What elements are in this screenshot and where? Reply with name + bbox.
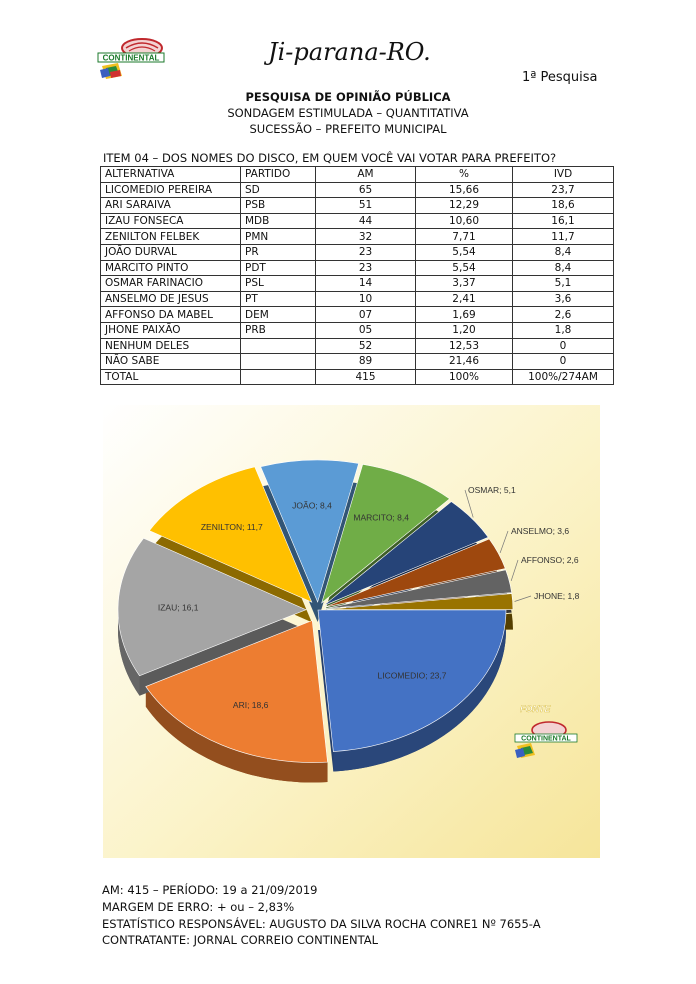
table-row	[101, 276, 614, 292]
chart-logo-text: CONTINENTAL	[521, 735, 571, 743]
table-cell: 65	[316, 182, 416, 198]
table-cell: 1,69	[416, 307, 513, 323]
table-cell: IZAU FONSECA	[101, 213, 241, 229]
table-cell: ZENILTON FELBEK	[101, 229, 241, 245]
survey-title: PESQUISA DE OPINIÃO PÚBLICA	[245, 90, 451, 104]
table-cell: 23,7	[513, 182, 614, 198]
table-cell: 23	[316, 260, 416, 276]
table-cell: TOTAL	[101, 369, 241, 385]
table-cell	[241, 354, 316, 370]
pie-data-label: LICOMEDIO; 23,7	[377, 670, 447, 681]
table-row	[101, 182, 614, 198]
continental-logo	[96, 36, 166, 80]
table-cell: PT	[241, 291, 316, 307]
question-text: ITEM 04 – DOS NOMES DO DISCO, EM QUEM VOCÊ VAI VOTAR PARA PREFEITO?	[103, 151, 557, 165]
table-cell: NENHUM DELES	[101, 338, 241, 354]
table-cell: 8,4	[513, 260, 614, 276]
table-cell: 11,7	[513, 229, 614, 245]
table-cell: ANSELMO DE JESUS	[101, 291, 241, 307]
footer-margin-error: MARGEM DE ERRO: + ou – 2,83%	[102, 900, 295, 914]
table-cell: 0	[513, 338, 614, 354]
table-cell: 23	[316, 244, 416, 260]
table-cell: 100%	[416, 369, 513, 385]
pie-data-label: AFFONSO; 2,6	[521, 555, 579, 565]
edition-label: 1ª Pesquisa	[522, 70, 598, 85]
table-cell: 3,37	[416, 276, 513, 292]
table-cell: 5,1	[513, 276, 614, 292]
table-cell: 32	[316, 229, 416, 245]
table-cell: JHONE PAIXÃO	[101, 322, 241, 338]
table-cell: 1,20	[416, 322, 513, 338]
table-cell: PMN	[241, 229, 316, 245]
table-row	[101, 213, 614, 229]
table-cell: AFFONSO DA MABEL	[101, 307, 241, 323]
footer-contractor: CONTRATANTE: JORNAL CORREIO CONTINENTAL	[102, 933, 378, 947]
table-cell: DEM	[241, 307, 316, 323]
table-cell: NÃO SABE	[101, 354, 241, 370]
table-header-cell: AM	[316, 167, 416, 183]
table-cell	[241, 369, 316, 385]
table-cell: 21,46	[416, 354, 513, 370]
table-cell: 52	[316, 338, 416, 354]
table-cell: MDB	[241, 213, 316, 229]
table-cell: PRB	[241, 322, 316, 338]
survey-subtitle-2: SUCESSÃO – PREFEITO MUNICIPAL	[249, 122, 447, 136]
table-cell: OSMAR FARINACIO	[101, 276, 241, 292]
table-cell: 14	[316, 276, 416, 292]
table-cell: SD	[241, 182, 316, 198]
table-cell: 10	[316, 291, 416, 307]
table-row	[101, 369, 614, 385]
pie-data-label: ARI; 18,6	[232, 700, 269, 711]
table-cell: ARI SARAIVA	[101, 198, 241, 214]
table-cell: 5,54	[416, 244, 513, 260]
table-cell: 2,6	[513, 307, 614, 323]
table-cell: 07	[316, 307, 416, 323]
table-cell: 0	[513, 354, 614, 370]
footer-sample-period: AM: 415 – PERÍODO: 19 a 21/09/2019	[102, 883, 318, 897]
table-header-cell: ALTERNATIVA	[101, 167, 241, 183]
table-cell: 8,4	[513, 244, 614, 260]
table-cell: PDT	[241, 260, 316, 276]
pie-chart	[103, 405, 600, 858]
table-row	[101, 307, 614, 323]
pie-data-label: ZENILTON; 11,7	[200, 521, 263, 532]
table-row	[101, 291, 614, 307]
table-cell: 100%/274AM	[513, 369, 614, 385]
table-cell: 16,1	[513, 213, 614, 229]
table-cell: PSL	[241, 276, 316, 292]
table-header-cell: PARTIDO	[241, 167, 316, 183]
pie-data-label: JOÃO; 8,4	[292, 500, 332, 511]
table-row	[101, 338, 614, 354]
table-cell: 05	[316, 322, 416, 338]
table-cell: 2,41	[416, 291, 513, 307]
table-row	[101, 260, 614, 276]
table-cell: 415	[316, 369, 416, 385]
table-cell: 10,60	[416, 213, 513, 229]
table-header-cell: %	[416, 167, 513, 183]
city-title: Ji-parana-RO.	[268, 38, 431, 66]
chart-source-label: FONTE	[520, 704, 551, 714]
table-cell: PR	[241, 244, 316, 260]
table-row	[101, 244, 614, 260]
table-cell: MARCITO PINTO	[101, 260, 241, 276]
table-cell: 12,53	[416, 338, 513, 354]
table-cell: 51	[316, 198, 416, 214]
table-row	[101, 322, 614, 338]
table-cell: JOÃO DURVAL	[101, 244, 241, 260]
pie-data-label: MARCITO; 8,4	[353, 512, 409, 523]
footer-statistician: ESTATÍSTICO RESPONSÁVEL: AUGUSTO DA SILVA ROCHA CONRE1 Nº 7655-A	[102, 917, 541, 931]
table-cell	[241, 338, 316, 354]
table-cell: LICOMEDIO PEREIRA	[101, 182, 241, 198]
pie-data-label: IZAU; 16,1	[157, 602, 199, 613]
table-header-row	[101, 167, 614, 183]
pie-data-label: JHONE; 1,8	[534, 591, 580, 601]
results-table	[100, 166, 614, 385]
table-cell: PSB	[241, 198, 316, 214]
table-cell: 5,54	[416, 260, 513, 276]
pie-data-label: ANSELMO; 3,6	[511, 526, 570, 536]
table-row	[101, 354, 614, 370]
logo-text: CONTINENTAL	[102, 53, 160, 63]
table-header-cell: IVD	[513, 167, 614, 183]
table-cell: 12,29	[416, 198, 513, 214]
table-row	[101, 198, 614, 214]
table-cell: 89	[316, 354, 416, 370]
table-cell: 44	[316, 213, 416, 229]
table-cell: 3,6	[513, 291, 614, 307]
table-cell: 15,66	[416, 182, 513, 198]
survey-subtitle-1: SONDAGEM ESTIMULADA – QUANTITATIVA	[227, 106, 469, 120]
table-cell: 7,71	[416, 229, 513, 245]
pie-chart-area	[103, 405, 600, 858]
table-cell: 1,8	[513, 322, 614, 338]
table-row	[101, 229, 614, 245]
table-cell: 18,6	[513, 198, 614, 214]
pie-data-label: OSMAR; 5,1	[468, 485, 516, 495]
